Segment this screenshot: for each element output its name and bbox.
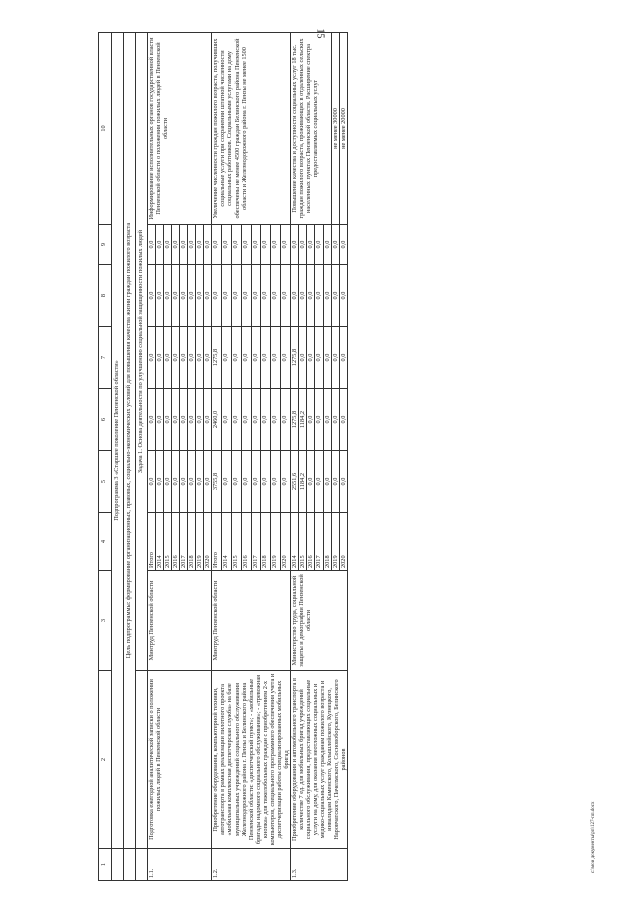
year-cell: 2016 — [307, 513, 315, 571]
amount-cell: 0,0 — [164, 225, 172, 265]
amount-cell: 0,0 — [241, 451, 251, 513]
amount-cell: 0,0 — [281, 451, 291, 513]
year-cell: 2017 — [251, 513, 261, 571]
amount-cell: 0,0 — [340, 451, 348, 513]
amount-cell: 3755,8 — [212, 451, 222, 513]
year-cell: 2017 — [180, 513, 188, 571]
amount-cell: 0,0 — [261, 451, 271, 513]
year-cell: 2019 — [271, 513, 281, 571]
col-number: 4 — [99, 513, 112, 571]
amount-cell: 0,0 — [164, 389, 172, 451]
amount-cell: 1275,8 — [290, 389, 298, 451]
amount-cell: 0,0 — [196, 389, 204, 451]
amount-cell: 0,0 — [340, 389, 348, 451]
amount-cell: 0,0 — [331, 451, 339, 513]
amount-cell: 0,0 — [232, 225, 242, 265]
result-target: не менее 20000 — [340, 33, 348, 225]
amount-cell: 0,0 — [241, 225, 251, 265]
amount-cell: 0,0 — [180, 265, 188, 327]
year-cell: 2020 — [281, 513, 291, 571]
subprogram-title: Подпрограмма 3 «Старшее поколение Пензенской области» — [112, 33, 124, 849]
amount-cell: 0,0 — [204, 327, 212, 389]
amount-cell: 0,0 — [323, 451, 331, 513]
subprogram-goal: Цель подпрограммы: формирование организационных, правовых, социально-экономических условий для повышения качества жизни граждан пожилого возраста — [124, 33, 136, 849]
amount-cell: 0,0 — [299, 265, 307, 327]
amount-cell: 0,0 — [261, 225, 271, 265]
amount-cell: 0,0 — [331, 265, 339, 327]
amount-cell: 0,0 — [271, 265, 281, 327]
amount-cell: 0,0 — [241, 265, 251, 327]
amount-cell: 0,0 — [331, 225, 339, 265]
amount-cell: 0,0 — [281, 327, 291, 389]
amount-cell: 0,0 — [323, 389, 331, 451]
amount-cell: 0,0 — [307, 327, 315, 389]
task-title: Задача 1. Основа деятельности по улучшению социальной защищенности пожилых людей — [136, 33, 148, 671]
table-row — [290, 33, 298, 881]
rotated-table-container — [98, 33, 616, 881]
amount-cell: 0,0 — [261, 265, 271, 327]
amount-cell: 0,0 — [148, 389, 156, 451]
amount-cell: 1184,2 — [299, 389, 307, 451]
amount-cell: 0,0 — [315, 389, 323, 451]
col-number: 1 — [99, 849, 112, 881]
amount-cell: 0,0 — [251, 225, 261, 265]
amount-cell: 0,0 — [156, 451, 164, 513]
amount-cell: 0,0 — [315, 451, 323, 513]
amount-cell: 0,0 — [172, 327, 180, 389]
year-cell: 2015 — [164, 513, 172, 571]
amount-cell: 0,0 — [251, 265, 261, 327]
amount-cell: 0,0 — [148, 327, 156, 389]
amount-cell: 0,0 — [188, 327, 196, 389]
program-table — [98, 32, 348, 881]
amount-cell: 0,0 — [281, 225, 291, 265]
amount-cell: 0,0 — [222, 225, 232, 265]
amount-cell: 0,0 — [204, 225, 212, 265]
year-cell: 2018 — [323, 513, 331, 571]
expected-result: Увеличение численности граждан пожилого возраста, получивших социальные услуги при сохранении штатной численности социальных работников. Социальными услугами на дому обеспечены не менее 4500 граждан Белинского района Пензенской области и Железнодорожного района г. Пензы не менее 1500 — [212, 33, 291, 225]
year-cell: 2020 — [340, 513, 348, 571]
amount-cell: 0,0 — [180, 225, 188, 265]
amount-cell: 0,0 — [196, 265, 204, 327]
col-number: 5 — [99, 451, 112, 513]
col-number: 3 — [99, 571, 112, 671]
amount-cell: 0,0 — [204, 265, 212, 327]
result-target: не менее 30000 — [331, 33, 339, 225]
year-cell: 2015 — [232, 513, 242, 571]
year-cell: Итого — [148, 513, 156, 571]
amount-cell: 0,0 — [180, 327, 188, 389]
amount-cell: 0,0 — [180, 389, 188, 451]
amount-cell: 0,0 — [290, 265, 298, 327]
amount-cell: 0,0 — [307, 451, 315, 513]
goal-row — [124, 33, 136, 881]
year-cell: 2016 — [172, 513, 180, 571]
activity-description: Подготовка ежегодной аналитической записки о положении пожилых людей в Пензенской области — [148, 671, 212, 849]
amount-cell: 0,0 — [271, 225, 281, 265]
amount-cell: 0,0 — [172, 225, 180, 265]
amount-cell: 0,0 — [261, 327, 271, 389]
amount-cell: 0,0 — [172, 265, 180, 327]
amount-cell: 0,0 — [315, 265, 323, 327]
year-cell: 2014 — [290, 513, 298, 571]
task-row — [136, 33, 148, 881]
row-number: 1.2. — [212, 849, 291, 881]
amount-cell: 0,0 — [307, 225, 315, 265]
amount-cell: 0,0 — [164, 265, 172, 327]
amount-cell: 0,0 — [307, 389, 315, 451]
amount-cell: 0,0 — [340, 225, 348, 265]
amount-cell: 0,0 — [232, 451, 242, 513]
amount-cell: 0,0 — [156, 265, 164, 327]
amount-cell: 0,0 — [212, 265, 222, 327]
amount-cell: 0,0 — [222, 265, 232, 327]
amount-cell: 0,0 — [188, 225, 196, 265]
amount-cell: 0,0 — [340, 327, 348, 389]
amount-cell: 1275,8 — [290, 327, 298, 389]
amount-cell: 1275,8 — [212, 327, 222, 389]
col-number: 9 — [99, 225, 112, 265]
amount-cell: 0,0 — [156, 389, 164, 451]
year-cell: 2015 — [299, 513, 307, 571]
year-cell: 2019 — [331, 513, 339, 571]
amount-cell: 0,0 — [212, 225, 222, 265]
year-cell: 2017 — [315, 513, 323, 571]
year-cell: 2014 — [222, 513, 232, 571]
amount-cell: 0,0 — [196, 451, 204, 513]
amount-cell: 0,0 — [251, 327, 261, 389]
amount-cell: 0,0 — [188, 451, 196, 513]
amount-cell: 0,0 — [148, 451, 156, 513]
column-number-row — [99, 33, 112, 881]
amount-cell: 0,0 — [251, 389, 261, 451]
executor: Министерство труда, социальной защиты и демографии Пензенской области — [290, 571, 347, 671]
amount-cell: 0,0 — [148, 225, 156, 265]
amount-cell: 0,0 — [281, 389, 291, 451]
amount-cell: 0,0 — [271, 389, 281, 451]
amount-cell: 0,0 — [204, 451, 212, 513]
page-number: 15 — [314, 28, 326, 39]
amount-cell: 0,0 — [340, 265, 348, 327]
amount-cell: 1184,2 — [299, 451, 307, 513]
amount-cell: 0,0 — [172, 451, 180, 513]
amount-cell: 0,0 — [232, 265, 242, 327]
year-cell: Итого — [212, 513, 222, 571]
amount-cell: 0,0 — [323, 225, 331, 265]
amount-cell: 0,0 — [315, 225, 323, 265]
table-stage — [98, 33, 616, 881]
executor: Минтруд Пензенской области — [212, 571, 291, 671]
amount-cell: 0,0 — [307, 265, 315, 327]
row-number: 1.1. — [148, 849, 212, 881]
amount-cell: 0,0 — [180, 451, 188, 513]
amount-cell: 0,0 — [299, 327, 307, 389]
col-number: 2 — [99, 671, 112, 849]
year-cell: 2018 — [261, 513, 271, 571]
amount-cell: 0,0 — [222, 451, 232, 513]
amount-cell: 0,0 — [232, 389, 242, 451]
amount-cell: 0,0 — [196, 327, 204, 389]
amount-cell: 0,0 — [156, 225, 164, 265]
amount-cell: 0,0 — [241, 389, 251, 451]
activity-description: Приобретение оборудования, компьютерной техники, автотранспорта в рамках реализации пилотного проекта «мобильная комплексная диспетчерская служба» на базе муниципальных учреждений социального обслуживания Железнодорожного района г. Пензы и Белинского района Пензенской области: «диспетчерский пункт»; - «мобильные бригады надомного социального обслуживания»; - «тревожная кнопка» для тяжелобольных граждан с приобретением 2-х компьютеров, специального программного обеспечения учета и диспетчеризации работы специализированных мобильных бригад — [212, 671, 291, 849]
amount-cell: 0,0 — [204, 389, 212, 451]
amount-cell: 0,0 — [164, 327, 172, 389]
amount-cell: 0,0 — [290, 225, 298, 265]
executor: Минтруд Пензенской области — [148, 571, 212, 671]
amount-cell: 0,0 — [232, 327, 242, 389]
year-cell: 2018 — [188, 513, 196, 571]
amount-cell: 0,0 — [172, 389, 180, 451]
row-number: 1.3. — [290, 849, 347, 881]
amount-cell: 0,0 — [241, 327, 251, 389]
amount-cell: 0,0 — [323, 327, 331, 389]
table-row — [148, 33, 156, 881]
subprogram-row — [112, 33, 124, 881]
amount-cell: 0,0 — [222, 327, 232, 389]
amount-cell: 0,0 — [281, 265, 291, 327]
amount-cell: 0,0 — [331, 389, 339, 451]
amount-cell: 0,0 — [271, 451, 281, 513]
year-cell: 2020 — [204, 513, 212, 571]
amount-cell: 0,0 — [222, 389, 232, 451]
amount-cell: 0,0 — [315, 327, 323, 389]
amount-cell: 0,0 — [331, 327, 339, 389]
amount-cell: 0,0 — [188, 265, 196, 327]
amount-cell: 0,0 — [323, 265, 331, 327]
amount-cell: 0,0 — [299, 225, 307, 265]
footer-file-path: c:\мои документы\рп\127-пп.docx — [591, 801, 596, 873]
amount-cell: 0,0 — [148, 265, 156, 327]
amount-cell: 0,0 — [251, 451, 261, 513]
year-cell: 2016 — [241, 513, 251, 571]
year-cell: 2019 — [196, 513, 204, 571]
amount-cell: 0,0 — [188, 389, 196, 451]
col-number: 6 — [99, 389, 112, 451]
amount-cell: 2460,0 — [212, 389, 222, 451]
year-cell: 2014 — [156, 513, 164, 571]
col-number: 10 — [99, 33, 112, 225]
amount-cell: 0,0 — [164, 451, 172, 513]
amount-cell: 0,0 — [156, 327, 164, 389]
activity-description: Приобретение оборудования и автомобильного транспорта в количестве 7 ед. для мобильных бригад учреждений социального обслуживания, предоставляющих социальные услуги на дому, для оказания неотложных социальных и медико-социальных услуг гражданам пожилого возраста и инвалидам Каменского, Колышлейского, Кузнецкого, Наровчатского, Пачелмского, Сосновоборского, Белинского районов — [290, 671, 347, 849]
col-number: 7 — [99, 327, 112, 389]
table-row — [212, 33, 222, 881]
amount-cell: 2551,6 — [290, 451, 298, 513]
amount-cell: 0,0 — [261, 389, 271, 451]
amount-cell: 0,0 — [196, 225, 204, 265]
amount-cell: 0,0 — [271, 327, 281, 389]
expected-result: Повышение качества и доступности социальных услуг 18 тыс. граждан пожилого возраста, проживающих в отдаленных сельских населенных пунктах Пензенской области. Расширение спектра предоставляемых социальных услуг — [290, 33, 331, 225]
col-number: 8 — [99, 265, 112, 327]
expected-result: Информирование исполнительных органов государственной власти Пензенской области о положении пожилых людей в Пензенской области — [148, 33, 212, 225]
